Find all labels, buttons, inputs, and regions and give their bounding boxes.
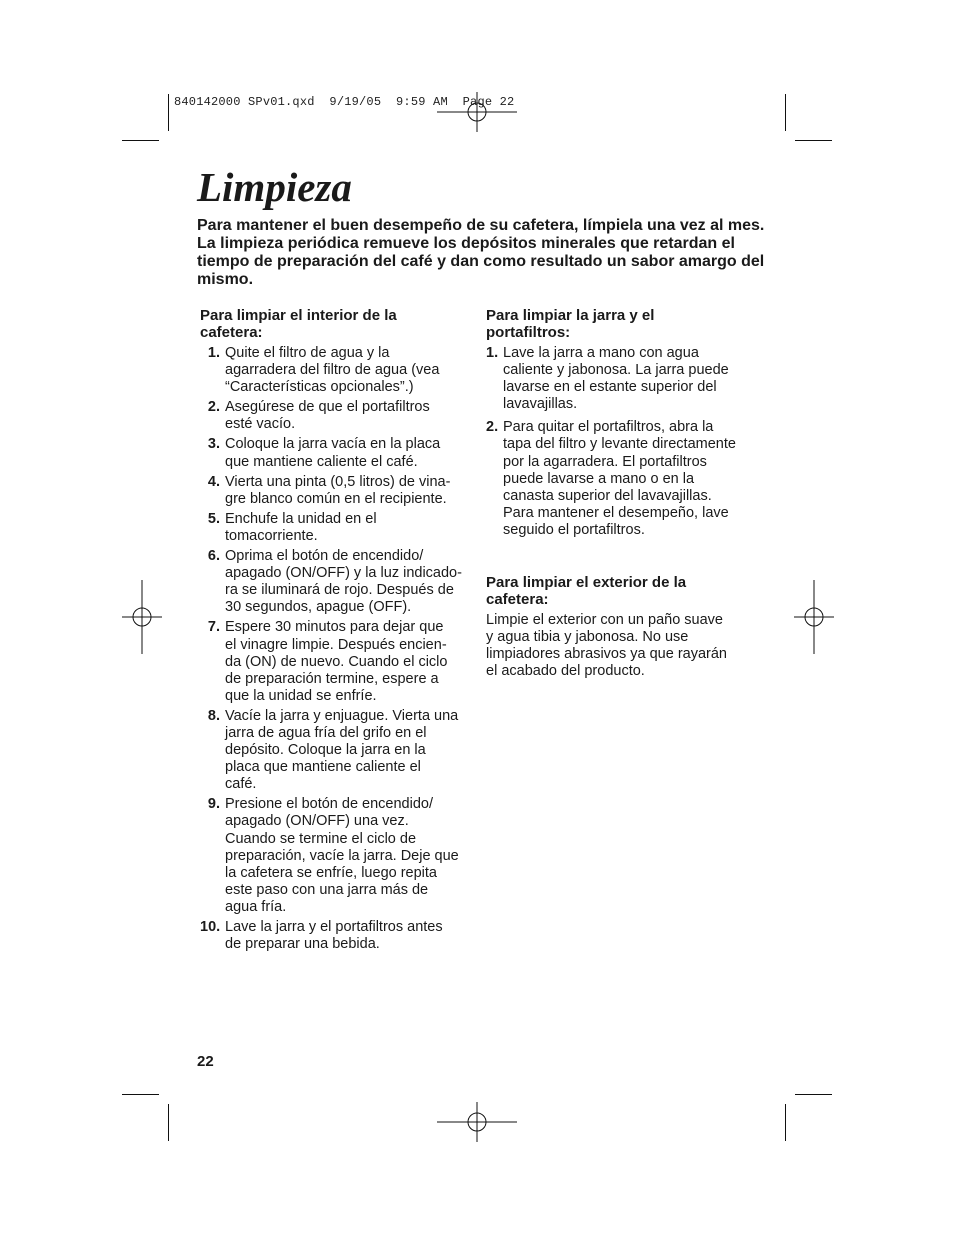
step-number: 5. — [207, 510, 220, 527]
step-line: Presione el botón de encendido/ — [225, 796, 433, 813]
step-line: tapa del filtro y levante directamente — [503, 436, 736, 453]
intro-paragraph: Para mantener el buen desempeño de su cafetera, límpiela una vez al mes. La limpieza periódica remueve los depósitos minerales que retardan el tiempo de preparación del café y dan como resultado un sabor amargo del mismo. — [197, 217, 765, 288]
step-number: 1. — [486, 345, 499, 361]
interior-step — [200, 708, 472, 793]
interior-step — [200, 399, 472, 433]
jarra-step — [486, 419, 758, 539]
interior-step — [200, 548, 472, 616]
step-line: puede lavarse a mano o en la — [503, 470, 695, 487]
step-line: depósito. Coloque la jarra en la — [225, 742, 426, 759]
step-line: la cafetera se enfríe, luego repita — [225, 864, 437, 881]
jarra-heading-line: Para limpiar la jarra y el — [486, 307, 655, 324]
step-number: 4. — [207, 473, 220, 490]
step-line: Quite el filtro de agua y la — [225, 345, 390, 361]
step-line: tomacorriente. — [225, 527, 318, 544]
step-line: este paso con una jarra más de — [225, 881, 429, 898]
crop-mark-bottom-left-horizontal — [122, 1094, 159, 1095]
interior-step — [200, 345, 472, 396]
step-line: Cuando se termine el ciclo de — [225, 830, 417, 847]
paragraph-line: y agua tibia y jabonosa. No use — [486, 629, 689, 646]
step-line: Lave la jarra y el portafiltros antes — [225, 919, 443, 935]
step-number: 10. — [200, 919, 221, 935]
crop-mark-top-left-vertical — [168, 94, 169, 131]
step-line: que mantiene caliente el café. — [225, 453, 418, 470]
jarra-step — [486, 345, 758, 413]
jarra-heading-line: portafiltros: — [486, 324, 571, 341]
step-line: Lave la jarra a mano con agua — [503, 345, 699, 361]
registration-mark-top — [437, 92, 517, 132]
step-line: de preparación termine, espere a — [225, 670, 439, 687]
step-number: 2. — [486, 419, 499, 436]
step-line: por la agarradera. El portafiltros — [503, 453, 707, 470]
step-line: seguido el portafiltros. — [503, 521, 645, 538]
crop-mark-top-right-vertical — [785, 94, 786, 131]
interior-heading — [200, 307, 472, 341]
step-line: que la unidad se enfríe. — [225, 687, 377, 704]
step-line: lavarse en el estante superior del — [503, 379, 717, 396]
step-line: Oprima el botón de encendido/ — [225, 548, 424, 565]
step-line: apagado (ON/OFF) una vez. — [225, 813, 409, 830]
step-number: 2. — [207, 399, 220, 416]
paragraph-line: limpiadores abrasivos ya que rayarán — [486, 646, 727, 663]
interior-step — [200, 436, 472, 470]
interior-step — [200, 919, 472, 953]
step-line: Para mantener el desempeño, lave — [503, 504, 729, 521]
crop-mark-bottom-right-horizontal — [795, 1094, 832, 1095]
step-number: 9. — [207, 796, 220, 813]
step-line: “Características opcionales”.) — [225, 379, 414, 396]
step-line: caliente y jabonosa. La jarra puede — [503, 362, 729, 379]
interior-steps-list — [200, 345, 472, 953]
step-line: 30 segundos, apague (OFF). — [225, 599, 412, 616]
interior-step — [200, 619, 472, 704]
step-line: Vacíe la jarra y enjuague. Vierta una — [225, 707, 459, 724]
step-line: da (ON) de nuevo. Cuando el ciclo — [225, 653, 448, 670]
step-line: el vinagre limpie. Después encien- — [225, 636, 447, 653]
step-line: gre blanco común en el recipiente. — [225, 490, 447, 507]
registration-mark-left — [122, 580, 162, 654]
step-line: ra se iluminará de rojo. Después de — [225, 582, 454, 599]
registration-mark-bottom — [437, 1102, 517, 1142]
step-line: Para quitar el portafiltros, abra la — [503, 419, 714, 436]
interior-step — [200, 474, 472, 508]
step-number: 7. — [207, 619, 220, 636]
step-number: 8. — [207, 707, 220, 724]
interior-step — [200, 796, 472, 916]
jarra-steps-list — [486, 345, 758, 539]
step-line: canasta superior del lavavajillas. — [503, 487, 712, 504]
step-line: lavavajillas. — [503, 396, 578, 413]
page-title: Limpieza — [197, 164, 352, 210]
page-number: 22 — [197, 1053, 214, 1070]
exterior-paragraph — [486, 612, 758, 680]
step-line: apagado (ON/OFF) y la luz indicado- — [225, 565, 462, 582]
jarra-section — [486, 307, 758, 680]
step-line: placa que mantiene caliente el — [225, 759, 421, 776]
step-line: Vierta una pinta (0,5 litros) de vina- — [225, 473, 451, 490]
interior-section — [200, 307, 472, 956]
paragraph-line: Limpie el exterior con un paño suave — [486, 612, 723, 629]
step-line: de preparar una bebida. — [225, 936, 380, 953]
crop-mark-bottom-left-vertical — [168, 1104, 169, 1141]
jarra-heading — [486, 307, 758, 341]
step-line: Coloque la jarra vacía en la placa — [225, 436, 441, 453]
step-number: 3. — [207, 436, 220, 453]
print-slug: 840142000 SPv01.qxd 9/19/05 9:59 AM Page 22 — [174, 95, 515, 109]
step-line: Asegúrese de que el portafiltros — [225, 399, 430, 416]
step-line: café. — [225, 776, 257, 793]
interior-step — [200, 511, 472, 545]
exterior-heading-line: cafetera: — [486, 591, 549, 609]
step-number: 1. — [207, 345, 220, 361]
step-line: jarra de agua fría del grifo en el — [225, 724, 427, 741]
crop-mark-bottom-right-vertical — [785, 1104, 786, 1141]
step-line: agarradera del filtro de agua (vea — [225, 362, 440, 379]
exterior-heading-line: Para limpiar el exterior de la — [486, 574, 687, 592]
crop-mark-top-right-horizontal — [795, 140, 832, 141]
step-line: Espere 30 minutos para dejar que — [225, 619, 444, 636]
step-line: esté vacío. — [225, 416, 296, 433]
exterior-heading — [486, 574, 758, 608]
registration-mark-right — [794, 580, 834, 654]
interior-heading-line: cafetera: — [200, 324, 263, 341]
crop-mark-top-left-horizontal — [122, 140, 159, 141]
step-number: 6. — [207, 548, 220, 565]
step-line: Enchufe la unidad en el — [225, 510, 377, 527]
paragraph-line: el acabado del producto. — [486, 663, 645, 680]
step-line: preparación, vacíe la jarra. Deje que — [225, 847, 459, 864]
interior-heading-line: Para limpiar el interior de la — [200, 307, 397, 324]
step-line: agua fría. — [225, 898, 287, 915]
